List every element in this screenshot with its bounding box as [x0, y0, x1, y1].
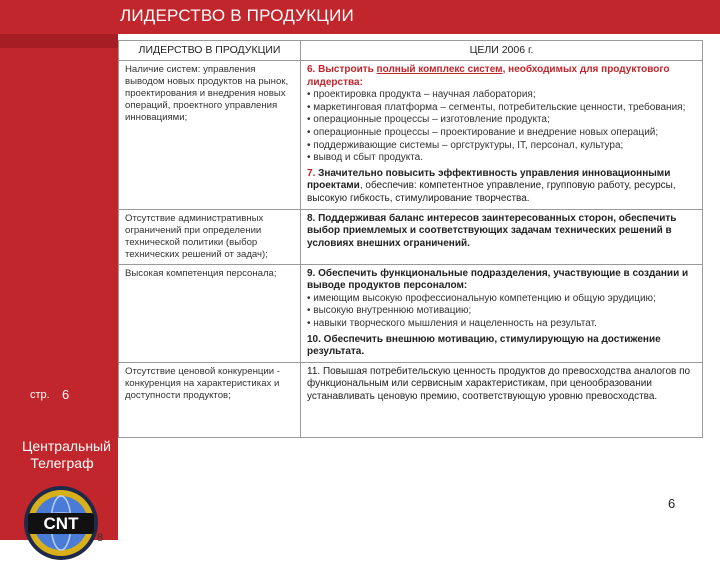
side-digit: 8: [97, 532, 104, 544]
list-item: • операционные процессы – проектирование и внедрение новых операций;: [307, 126, 659, 138]
goal-number: 6.: [307, 64, 316, 75]
goal-10: 10. Обеспечить внешнюю мотивацию, стимулирующую на достижение результата.: [307, 333, 661, 358]
goal-underlined: полный комплекс систем: [376, 64, 503, 75]
sidebar-strip: [0, 34, 118, 48]
page-title: ЛИДЕРСТВО В ПРОДУКЦИИ: [120, 6, 354, 25]
goal-text: Выстроить: [318, 64, 374, 75]
logo-text: CNT: [43, 514, 79, 533]
goal-6-title: [307, 64, 697, 89]
list-item: • проектировка продукта – научная лаборатория;: [307, 89, 536, 101]
table-row: [119, 61, 703, 210]
goal-8: 8. Поддерживая баланс интересов заинтересованных сторон, обеспечить выбор приемлемых и соответствующих задачам технических решений в условиях внешних ограничений.: [301, 209, 703, 264]
brand-text: [22, 438, 111, 490]
row-goals: [301, 264, 703, 362]
list-item: • операционные процессы – изготовление продукта;: [307, 114, 550, 126]
row-condition: Отсутствие административных ограничений при определении технической политики (выбор технических решений от задач);: [119, 209, 301, 264]
list-item: • маркетинговая платформа – сегменты, потребительские ценности, требования;: [307, 101, 686, 113]
goals-table: [118, 40, 703, 438]
column-header-goals: ЦЕЛИ 2006 г.: [301, 41, 703, 61]
table-row: [119, 362, 703, 437]
row-goals: [301, 61, 703, 210]
row-condition: Отсутствие ценовой конкуренции - конкуренция на характеристиках и доступности продуктов;: [119, 362, 301, 437]
corner-page-number: 6: [668, 496, 676, 511]
row-condition: Высокая компетенция персонала;: [119, 264, 301, 362]
table-row: [119, 209, 703, 264]
sidebar: [0, 34, 118, 544]
brand-text-label: Центральный Телеграф: [22, 438, 111, 471]
list-item: • навыки творческого мышления и нацеленность на результат.: [307, 317, 597, 329]
goal-text: Значительно повысить эффективность управления инновационными проектами: [307, 167, 671, 192]
table-row: [119, 264, 703, 362]
page-number: 6: [62, 387, 70, 402]
goal-11: 11. Повышая потребительскую ценность продуктов до превосходства аналогов по функциональным или сервисным характеристикам, при ценообразовании устанавливать ценовую премию, соответствующую уровню превосходства.: [301, 362, 703, 437]
table-header-row: [119, 41, 703, 61]
goal-number: 7.: [307, 167, 316, 179]
goal-7: [307, 168, 697, 206]
goal-9-title: 9. Обеспечить функциональные подразделения, участвующие в создании и выводе продуктов персоналом:: [307, 267, 689, 292]
cnt-logo-icon: [22, 484, 100, 562]
title-bar: [0, 0, 720, 34]
column-header-leadership: ЛИДЕРСТВО В ПРОДУКЦИИ: [119, 41, 301, 61]
page-label: стр.: [30, 389, 50, 401]
list-item: • имеющим высокую профессиональную компетенцию и общую эрудицию;: [307, 292, 656, 304]
list-item: • поддерживающие системы – оргструктуры, IT, персонал, культура;: [307, 139, 624, 151]
goal-text-tail: , обеспечив: компетентное управление, групповую работу, ресурсы, высокую гибкость, стимулирование творчества.: [307, 180, 676, 204]
list-item: • высокую внутреннюю мотивацию;: [307, 305, 472, 317]
list-item: • вывод и сбыт продукта.: [307, 152, 424, 164]
goal-text-tail: , необходимых для продуктового лидерства:: [307, 64, 670, 88]
row-condition: Наличие систем: управления выводом новых продуктов на рынок, проектирования и внедрения новых операций, проектного управления инновациями;: [119, 61, 301, 210]
